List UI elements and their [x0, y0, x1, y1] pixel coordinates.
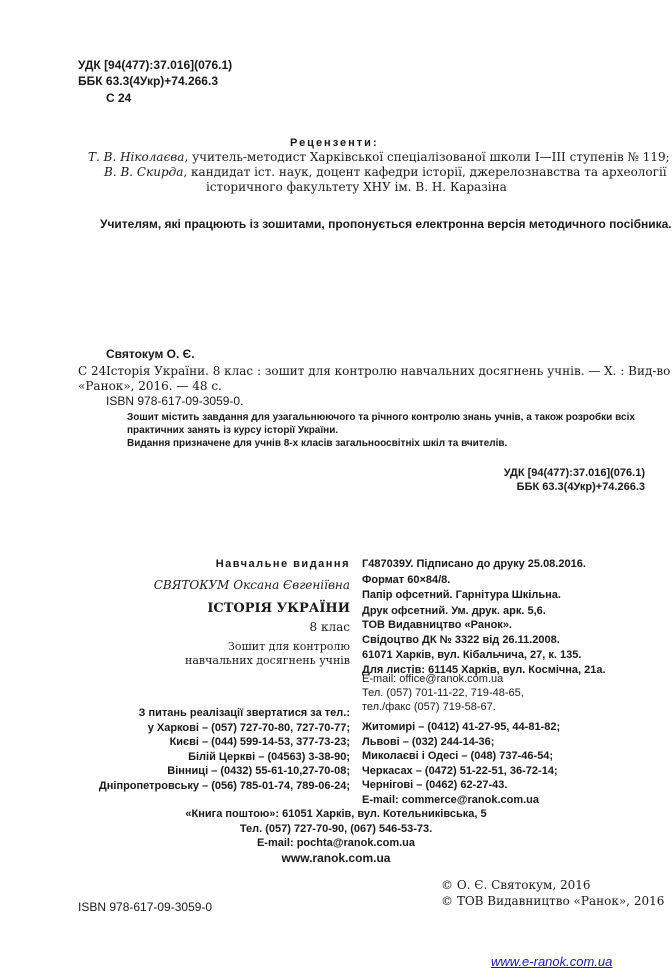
publisher-details: [362, 618, 606, 678]
mail-line: «Книга поштою»: 61051 Харків, вул. Котельниківська, 5: [185, 808, 487, 820]
publisher-line: Свідоцтво ДК № 3322 від 26.11.2008.: [362, 634, 560, 646]
catalog-desc-1: Зошит містить завдання для узагальнюючого та річного контролю знань учнів, а також розробки всіх: [127, 412, 635, 423]
reviewer-1-name: Т. В. Ніколаєва: [88, 150, 185, 164]
imprint-grade: 8 клас: [309, 620, 350, 634]
e-ranok-link[interactable]: [491, 954, 612, 970]
copyright-author: © О. Є. Святокум, 2016: [441, 878, 591, 892]
reviewer-2: [104, 165, 667, 180]
imprint-sub-1: Зошит для контролю: [228, 640, 350, 653]
catalog-udk: УДК [94(477):37.016](076.1): [503, 467, 645, 479]
sales-contacts-right: [362, 720, 560, 807]
catalog-bbk: ББК 63.3(4Укр)+74.266.3: [516, 481, 645, 493]
sales-line: Черкасах – (0472) 51-22-51, 36-72-14;: [362, 764, 558, 777]
catalog-line-1: Історія України. 8 клас : зошит для контролю навчальних досягнень учнів. — Х. : Вид-во: [106, 364, 671, 378]
publisher-line: 61071 Харків, вул. Кібальчича, 27, к. 135.: [362, 649, 582, 661]
sales-line: З питань реалізації звертатися за тел.:: [138, 707, 350, 719]
publisher-line: Для листів: 61145 Харків, вул. Космічна, 21а.: [362, 664, 606, 676]
sales-line: Києві – (044) 599-14-53, 377-73-23;: [169, 736, 350, 748]
bbk-code: ББК 63.3(4Укр)+74.266.3: [78, 74, 218, 88]
catalog-desc-3: Видання призначене для учнів 8-х класів загальноосвітніх шкіл та вчителів.: [127, 438, 508, 449]
reviewers-heading: Рецензенти:: [290, 137, 379, 149]
imprint-sub-2: навчальних досягнень учнів: [185, 654, 350, 667]
teacher-note: Учителям, які працюють із зошитами, пропонується електронна версія методичного посібника.: [100, 217, 672, 231]
sales-line: Миколаєві і Одесі – (048) 737-46-54;: [362, 750, 554, 762]
catalog-mark: С 24: [78, 364, 107, 378]
sales-contacts-left: [99, 706, 350, 793]
contact-line: Тел. (057) 701-11-22, 719-48-65,: [362, 687, 524, 699]
copyright-publisher: © ТОВ Видавництво «Ранок», 2016: [441, 894, 665, 908]
reviewer-1-text: , учитель-методист Харківської спеціалізованої школи І—ІІІ ступенів № 119;: [184, 150, 670, 164]
reviewer-1: [88, 150, 670, 165]
imprint-title: ІСТОРІЯ УКРАЇНИ: [207, 601, 350, 616]
reviewer-2-affiliation: історичного факультету ХНУ ім. В. Н. Каразіна: [206, 180, 507, 194]
imprint-author: СВЯТОКУМ Оксана Євгеніївна: [153, 578, 350, 592]
website[interactable]: www.ranok.com.ua: [281, 851, 391, 865]
print-line: Друк офсетний. Ум. друк. арк. 5,6.: [362, 604, 546, 617]
sales-line: Львові – (032) 244-14-36;: [362, 735, 495, 748]
print-line: Г487039У. Підписано до друку 25.08.2016.: [362, 558, 586, 570]
reviewer-2-name: В. В. Скирда: [104, 165, 184, 179]
contact-details: [362, 672, 524, 714]
contact-line: тел./факс (057) 719-58-67.: [362, 701, 496, 713]
sales-line: у Харкові – (057) 727-70-80, 727-70-77;: [147, 721, 350, 734]
catalog-isbn: ISBN 978-617-09-3059-0.: [106, 394, 244, 408]
sales-line: E-mail: commerce@ranok.com.ua: [362, 793, 540, 806]
reviewer-2-text: , кандидат іст. наук, доцент кафедри історії, джерелознавства та археології: [183, 165, 667, 179]
udk-code: УДК [94(477):37.016](076.1): [78, 58, 233, 72]
sales-line: Дніпропетровську – (056) 785-01-74, 789-06-24;: [98, 779, 350, 792]
mail-line: E-mail: pochta@ranok.com.ua: [256, 837, 416, 849]
edition-type: Навчальне видання: [215, 558, 350, 570]
e-ranok-anchor[interactable]: www.e-ranok.com.ua: [491, 954, 613, 969]
sales-line: Білій Церкві – (04563) 3-38-90;: [188, 750, 350, 763]
contact-line: E-mail: office@ranok.com.ua: [362, 673, 504, 685]
mail-order: [150, 807, 522, 851]
footer-isbn: ISBN 978-617-09-3059-0: [78, 900, 213, 914]
mail-line: Тел. (057) 727-70-90, (067) 546-53-73.: [239, 822, 433, 835]
publisher-line: ТОВ Видавництво «Ранок».: [362, 619, 512, 631]
sales-line: Вінниці – (0432) 55-61-10,27-70-08;: [167, 765, 350, 777]
sales-line: Чернігові – (0462) 62-27-43.: [362, 779, 508, 791]
print-details: [362, 557, 586, 619]
print-line: Формат 60×84/8.: [362, 573, 451, 586]
catalog-line-2: «Ранок», 2016. — 48 с.: [78, 379, 222, 393]
print-line: Папір офсетний. Гарнітура Шкільна.: [362, 589, 561, 601]
sales-line: Житомирі – (0412) 41-27-95, 44-81-82;: [362, 721, 561, 733]
catalog-desc-2: практичних занять із курсу історії України.: [127, 425, 339, 436]
catalog-author: Святокум О. Є.: [106, 347, 195, 361]
author-mark: С 24: [106, 91, 132, 105]
